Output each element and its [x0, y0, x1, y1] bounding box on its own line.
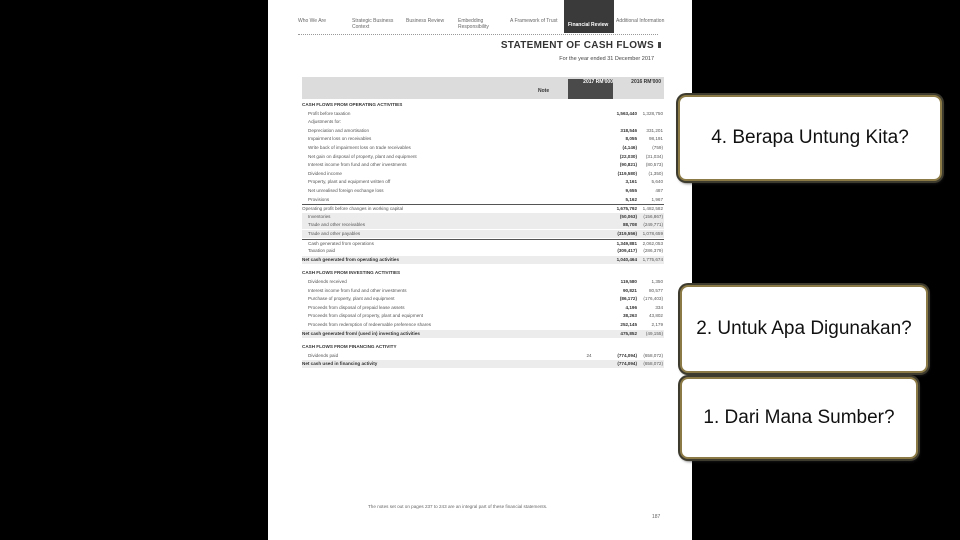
row-value-2016: 1,350: [651, 279, 663, 284]
row-value-2017: 9,655: [625, 188, 637, 193]
table-row: [302, 101, 664, 109]
row-value-2017: 475,852: [620, 330, 637, 336]
row-label: Trade and other payables: [308, 231, 361, 236]
row-value-2017: 1,040,464: [616, 256, 637, 262]
row-label: Write back of impairment loss on trade receivables: [308, 145, 411, 150]
row-label: Dividend income: [308, 170, 342, 176]
row-label: Provisions: [308, 196, 330, 202]
row-label: Dividends received: [308, 279, 347, 284]
row-value-2017: 252,145: [620, 322, 637, 327]
row-label: Net cash generated from operating activities: [302, 256, 400, 262]
row-value-2017: 90,821: [622, 287, 637, 293]
table-row: [302, 153, 664, 161]
callout-profit-text: 4. Berapa Untung Kita?: [711, 127, 909, 148]
row-value-2016: 1,078,659: [642, 231, 663, 236]
row-note: 24: [586, 352, 592, 358]
row-value-2016: 5,640: [651, 179, 663, 185]
callout-usage-text: 2. Untuk Apa Digunakan?: [696, 318, 912, 339]
table-row: [302, 213, 664, 221]
row-value-2016: 43,802: [648, 313, 663, 319]
row-label: Interest income from fund and other investments: [308, 287, 407, 293]
note-column-header: Note: [538, 88, 550, 94]
row-label: Net cash generated from/ (used in) investing activities: [302, 330, 420, 336]
row-value-2016: (80,573): [645, 162, 663, 168]
row-label: Net cash used in financing activity: [302, 361, 378, 367]
row-label: Proceeds from disposal of prepaid lease assets: [308, 304, 405, 310]
row-value-2017: 8,055: [625, 136, 637, 142]
callout-source-text: 1. Dari Mana Sumber?: [703, 407, 895, 428]
callout-source: [680, 377, 918, 459]
nav-tab[interactable]: Embedding Responsibility: [458, 18, 489, 30]
table-row: [302, 304, 664, 312]
row-label: Trade and other receivables: [308, 222, 366, 228]
statement-subtitle: For the year ended 31 December 2017: [559, 56, 654, 62]
row-value-2017: 88,708: [622, 222, 637, 228]
row-value-2017: 1,563,440: [616, 110, 637, 116]
row-value-2016: (759): [652, 145, 663, 150]
table-row: [302, 187, 664, 195]
row-value-2016: (286,379): [643, 248, 663, 254]
nav-tab[interactable]: Who We Are: [298, 18, 326, 24]
row-label: Impairment loss on receivables: [308, 136, 372, 142]
row-value-2017: 3,161: [625, 179, 637, 185]
row-value-2016: (658,072): [643, 352, 663, 358]
statement-title: STATEMENT OF CASH FLOWS: [500, 40, 654, 51]
row-value-2017: (309,417): [617, 248, 637, 254]
row-value-2017: (4,146): [622, 145, 637, 150]
statement-page: [268, 0, 692, 540]
table-row: [302, 170, 664, 178]
nav-tab[interactable]: Strategic Business Context: [352, 18, 394, 30]
row-value-2016: (31,034): [645, 153, 663, 159]
nav-tab[interactable]: Financial Review: [564, 0, 614, 33]
table-row: [302, 295, 664, 303]
row-label: Proceeds from redemption of redeemable preference shares: [308, 322, 432, 327]
table-row: [302, 278, 664, 286]
table-row: [302, 221, 664, 229]
table-row: [302, 230, 664, 238]
table-row: [302, 256, 664, 264]
row-label: Inventories: [308, 213, 331, 219]
table-row: [302, 360, 664, 368]
row-value-2017: 1,675,792: [616, 206, 637, 212]
row-label: Property, plant and equipment written off: [308, 179, 391, 185]
row-value-2016: (176,403): [643, 296, 663, 302]
row-value-2016: 1,775,674: [642, 256, 663, 262]
row-value-2016: 80,577: [648, 287, 663, 293]
row-value-2016: 1,967: [651, 196, 663, 202]
row-value-2016: (156,867): [643, 213, 663, 219]
nav-tab[interactable]: Additional Information: [616, 18, 665, 24]
row-label: Net unrealised foreign exchange loss: [308, 188, 384, 193]
row-value-2016: 1,482,582: [642, 206, 663, 212]
table-row: [302, 287, 664, 295]
table-row: [302, 178, 664, 186]
row-label: Net gain on disposal of property, plant and equipment: [308, 153, 417, 159]
row-label: Purchase of property, plant and equipment: [308, 296, 395, 302]
callout-profit: [678, 95, 942, 181]
row-value-2017: (319,556): [617, 231, 637, 236]
row-label: Operating profit before changes in working capital: [302, 206, 404, 212]
table-row: [302, 343, 664, 351]
row-value-2016: (49,155): [645, 330, 663, 336]
nav-divider: [298, 34, 658, 35]
page-number: 187: [652, 514, 661, 520]
table-row: [302, 127, 664, 135]
row-label: Depreciation and amortisation: [308, 127, 370, 133]
row-value-2017: (774,094): [617, 352, 637, 358]
row-value-2016: 331,201: [646, 127, 663, 133]
table-row: [302, 135, 664, 143]
row-value-2017: 4,196: [625, 304, 637, 310]
footnote: The notes set out on pages 237 to 243 are an integral part of these financial statements.: [368, 504, 548, 509]
row-label: Profit before taxation: [308, 110, 351, 116]
nav-tab[interactable]: A Framework of Trust: [510, 18, 558, 24]
row-value-2016: (658,072): [643, 361, 663, 367]
row-label: CASH FLOWS FROM FINANCING ACTIVITY: [302, 344, 397, 350]
row-value-2016: 334: [655, 304, 663, 310]
row-value-2017: 318,546: [620, 127, 637, 133]
row-value-2016: 1,328,750: [642, 110, 663, 116]
table-row: [302, 321, 664, 329]
row-value-2016: 2,179: [651, 322, 663, 327]
row-value-2016: (249,771): [643, 222, 663, 228]
col-2017-header: 2017 RM'000: [568, 79, 613, 99]
table-row: [302, 330, 664, 338]
row-value-2017: (86,172): [619, 296, 637, 302]
table-row: [302, 161, 664, 169]
callout-usage: [680, 285, 928, 373]
col-2016-header: 2016 RM'000: [631, 79, 661, 85]
row-label: Interest income from fund and other investments: [308, 162, 407, 168]
row-label: CASH FLOWS FROM OPERATING ACTIVITIES: [302, 102, 403, 107]
row-value-2017: (119,580): [617, 170, 637, 176]
row-label: Cash generated from operations: [308, 240, 374, 246]
report-nav: [268, 0, 692, 33]
table-row: [302, 269, 664, 277]
table-row: [302, 312, 664, 320]
row-value-2017: (774,094): [617, 361, 637, 367]
row-value-2016: 487: [655, 188, 663, 193]
row-value-2017: (50,063): [619, 213, 637, 219]
row-value-2016: 98,191: [648, 136, 663, 142]
row-label: Adjustments for:: [308, 119, 342, 125]
table-row: [302, 110, 664, 118]
row-value-2017: 119,580: [620, 279, 637, 284]
table-row: [302, 144, 664, 152]
row-label: Taxation paid: [308, 248, 336, 254]
row-value-2017: 5,162: [625, 196, 637, 202]
row-value-2017: (22,030): [619, 153, 637, 159]
row-value-2017: 38,263: [622, 313, 637, 319]
table-row: [302, 196, 664, 204]
row-value-2017: 1,349,881: [616, 240, 637, 246]
section-marker: [658, 42, 661, 48]
table-row: [302, 118, 664, 126]
table-row: [302, 352, 664, 360]
row-value-2016: 2,062,053: [642, 240, 663, 246]
nav-tab[interactable]: Business Review: [406, 18, 445, 24]
row-label: Dividends paid: [308, 352, 339, 358]
table-row: [302, 247, 664, 255]
row-value-2017: (90,821): [619, 162, 637, 168]
row-label: CASH FLOWS FROM INVESTING ACTIVITIES: [302, 270, 401, 276]
row-label: Proceeds from disposal of property, plant and equipment: [308, 313, 424, 319]
row-value-2016: (1,350): [648, 170, 663, 176]
